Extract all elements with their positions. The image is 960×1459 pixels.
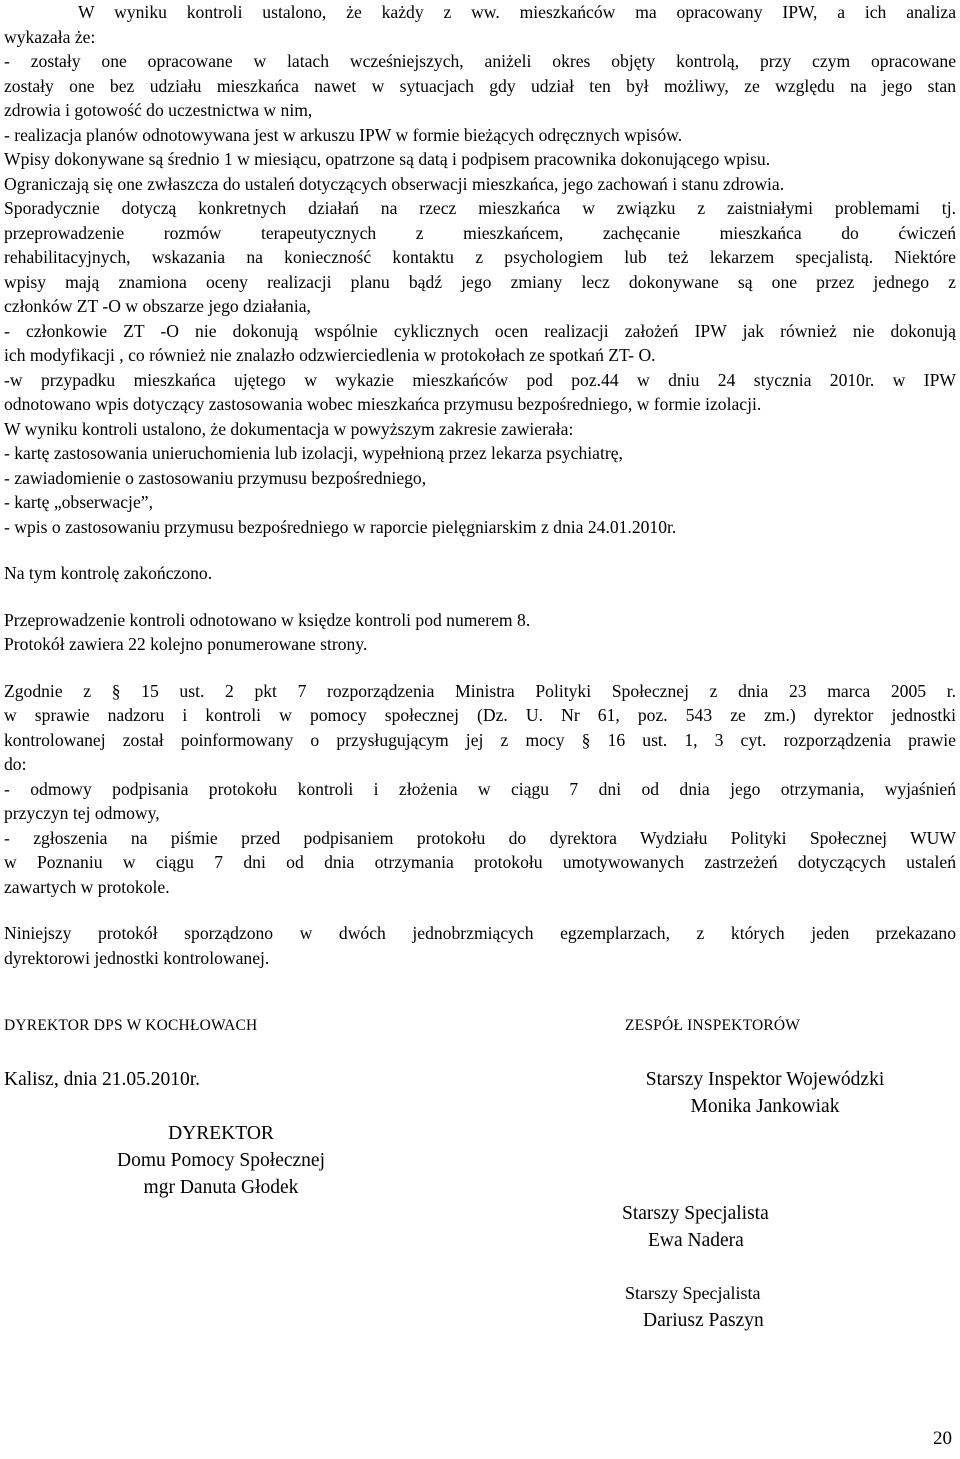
text-line: W wyniku kontroli ustalono, że dokumentacja w powyższym zakresie zawierała: (4, 418, 574, 439)
inspectors-header: ZESPÓŁ INSPEKTORÓW (625, 1017, 801, 1034)
text-line: do: (4, 754, 27, 774)
text-line: Sporadycznie dotyczą konkretnych działań na rzecz mieszkańca w związku z zaistniałymi problemami tj. (4, 198, 956, 218)
director-title: DYREKTOR (168, 1123, 274, 1144)
text-line: - zawiadomienie o zastosowaniu przymusu bezpośredniego, (4, 467, 427, 488)
place-date: Kalisz, dnia 21.05.2010r. (4, 1069, 201, 1090)
text-line: zdrowia i gotowość do uczestnictwa w nim, (4, 100, 313, 120)
text-line: odnotowano wpis dotyczący zastosowania wobec mieszkańca przymusu bezpośredniego, w formie izolacji. (4, 394, 762, 414)
text-line: dyrektorowi jednostki kontrolowanej. (4, 947, 270, 968)
text-line: rehabilitacyjnych, wskazania na konieczność kontaktu z psychologiem lub też lekarzem specjalistą. Niektóre (4, 247, 956, 267)
text-line: Zgodnie z § 15 ust. 2 pkt 7 rozporządzenia Ministra Polityki Społecznej z dnia 23 marca 2005 r. (4, 680, 956, 701)
registry-statement: Przeprowadzenie kontroli odnotowano w księdze kontroli pod numerem 8. (4, 609, 531, 630)
text-line: - członkowie ZT -O nie dokonują wspólnie cyklicznych ocen realizacji założeń IPW jak również nie dokonują (4, 320, 956, 341)
text-line: wpisy mają znamiona oceny realizacji planu bądź jego zmiany lecz dokonywane są one przez jednego z (4, 271, 956, 292)
text-line: zostały one bez udziału mieszkańca nawet w sytuacjach gdy udział ten był możliwy, ze względu na jego stan (4, 75, 956, 96)
text-line: - odmowy podpisania protokołu kontroli i złożenia w ciągu 7 dni od dnia jego otrzymania, wyjaśnień (4, 778, 956, 799)
inspector-2-title: Starszy Specjalista (622, 1203, 769, 1224)
director-signature-block (4, 1014, 257, 1039)
rights-paragraph (4, 679, 956, 900)
text-line: ich modyfikacji , co również nie znalazło odzwierciedlenia w protokołach ze spotkań ZT- O. (4, 345, 656, 365)
text-line: - kartę „obserwacje”, (4, 492, 153, 512)
text-line: zawartych w protokole. (4, 876, 170, 897)
text-line: Niniejszy protokół sporządzono w dwóch jednobrzmiących egzemplarzach, z których jeden przekazano (4, 923, 956, 943)
inspector-1-stamp (620, 1066, 910, 1120)
document-page (4, 0, 956, 970)
inspection-findings-paragraph (4, 0, 956, 539)
director-stamp (96, 1120, 346, 1201)
text-line: -w przypadku mieszkańca ujętego w wykazie mieszkańców pod poz.44 w dniu 24 stycznia 2010r. w IPW (4, 369, 956, 390)
text-line: w Poznaniu w ciągu 7 dni od dnia otrzymania protokołu umotywowanych zastrzeżeń dotyczących ustaleń (4, 852, 956, 872)
inspector-3-stamp (625, 1280, 764, 1334)
text-line: - zostały one opracowane w latach wcześniejszych, aniżeli okres objęty kontrolą, przy czym opracowane (4, 51, 956, 71)
inspector-3-title: Starszy Specjalista (625, 1283, 761, 1303)
text-line: Ograniczają się one zwłaszcza do ustaleń dotyczących obserwacji mieszkańca, jego zachowań i stanu zdrowia. (4, 173, 785, 194)
text-line: Wpisy dokonywane są średnio 1 w miesiącu, opatrzone są datą i podpisem pracownika dokonującego wpisu. (4, 149, 771, 169)
inspector-1-name: Monika Jankowiak (690, 1096, 840, 1117)
text-line: - zgłoszenia na piśmie przed podpisaniem protokołu do dyrektora Wydziału Polityki Społecznej WUW (4, 827, 956, 848)
text-line: przeprowadzenie rozmów terapeutycznych z mieszkańcem, zachęcanie mieszkańca do ćwiczeń (4, 222, 956, 243)
closing-statement: Na tym kontrolę zakończono. (4, 563, 213, 583)
text-line: - kartę zastosowania unieruchomienia lub izolacji, wypełnioną przez lekarza psychiatrę, (4, 443, 623, 463)
inspector-2-stamp (622, 1200, 769, 1254)
place-date-block (4, 1066, 200, 1093)
copies-paragraph (4, 921, 956, 970)
page-count-statement: Protokół zawiera 22 kolejno ponumerowane strony. (4, 634, 368, 654)
text-line: wykazała że: (4, 26, 96, 47)
inspector-1-title: Starszy Inspektor Wojewódzki (645, 1069, 885, 1090)
inspectors-header-block (625, 1014, 800, 1039)
page-number: 20 (933, 1427, 952, 1449)
text-line: przyczyn tej odmowy, (4, 803, 160, 823)
text-line: w sprawie nadzoru i kontroli w pomocy społecznej (Dz. U. Nr 61, poz. 543 ze zm.) dyrektor jednostki (4, 705, 956, 725)
text-line: - realizacja planów odnotowywana jest w arkuszu IPW w formie bieżących odręcznych wpisów. (4, 124, 683, 145)
text-line: kontrolowanej został poinformowany o przysługującym jej z mocy § 16 ust. 1, 3 cyt. rozporządzenia prawie (4, 729, 956, 750)
text-line: - wpis o zastosowaniu przymusu bezpośredniego w raporcie pielęgniarskim z dnia 24.01.2010r. (4, 516, 677, 537)
text-line: W wyniku kontroli ustalono, że każdy z ww. mieszkańców ma opracowany IPW, a ich analiza (78, 2, 956, 22)
inspector-2-name: Ewa Nadera (648, 1230, 744, 1251)
director-organization: Domu Pomocy Społecznej (117, 1150, 325, 1171)
text-line: członków ZT -O w obszarze jego działania, (4, 296, 311, 316)
director-name: mgr Danuta Głodek (143, 1177, 299, 1198)
director-header: DYREKTOR DPS W KOCHŁOWACH (4, 1017, 258, 1034)
inspector-3-name: Dariusz Paszyn (643, 1310, 764, 1331)
